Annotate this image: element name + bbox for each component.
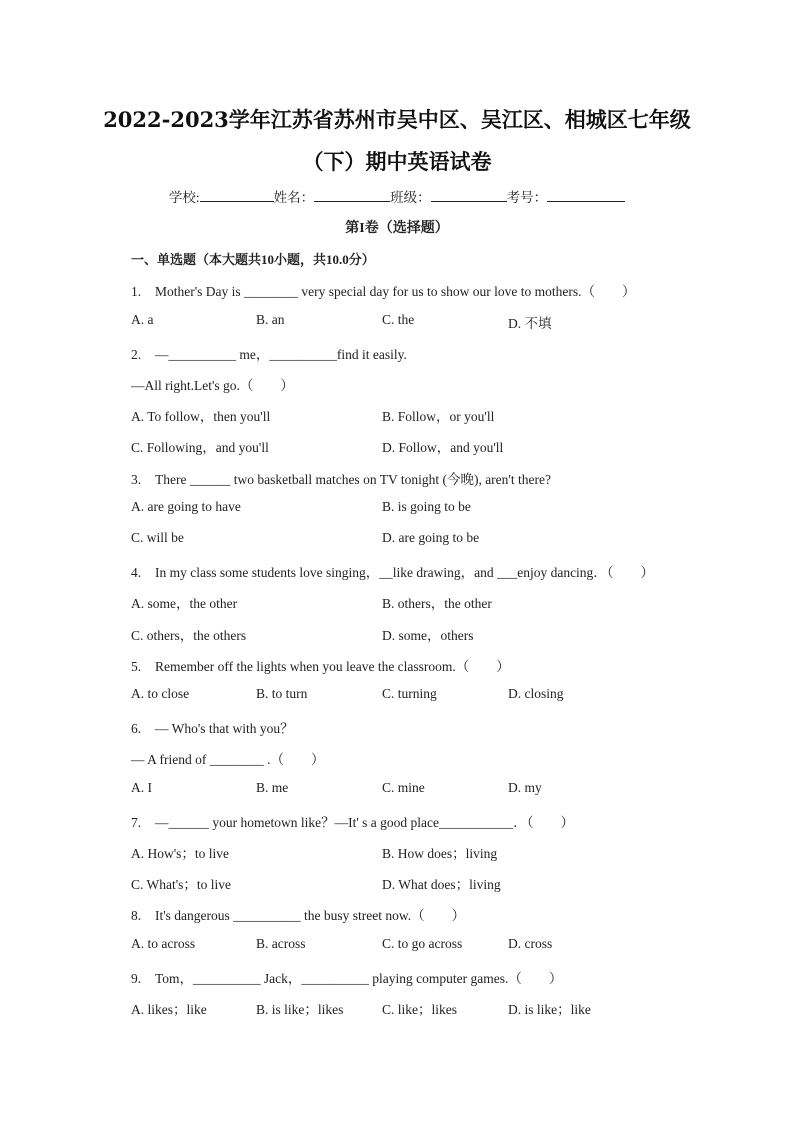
- option-b: B. is like；likes: [256, 1002, 344, 1017]
- question-4: [131, 561, 654, 581]
- question-stem: In my class some students love singing，__like drawing，and ___enjoy dancing．（ ）: [155, 565, 655, 580]
- student-info-row: [0, 186, 794, 206]
- option-c: C. will be: [131, 530, 184, 545]
- part-title: 第I卷（选择题）: [345, 221, 449, 236]
- question-number: 9.: [131, 971, 142, 986]
- number-label: 考号：: [506, 190, 548, 205]
- option-b: B. an: [256, 312, 285, 327]
- number-blank: [547, 188, 625, 202]
- question-stem: Mother's Day is ________ very special day for us to show our love to mothers.（ ）: [155, 284, 636, 299]
- option-a: A. How's；to live: [131, 846, 230, 861]
- exam-title-line1: 2022-2023学年江苏省苏州市吴中区、吴江区、相城区七年级: [103, 107, 691, 132]
- question-5: [131, 655, 510, 675]
- question-1: [131, 280, 636, 300]
- class-blank: [431, 188, 507, 202]
- option-d: D. is like；like: [508, 1002, 591, 1017]
- name-label: 姓名：: [273, 190, 315, 205]
- option-b: B. to turn: [256, 686, 308, 701]
- option-d: D. closing: [508, 686, 564, 701]
- question-stem: Remember off the lights when you leave the classroom.（ ）: [155, 659, 510, 674]
- question-stem: — Who's that with you？: [155, 721, 294, 736]
- question-stem: —__________ me，__________find it easily.: [155, 347, 407, 362]
- option-c: C. Following，and you'll: [131, 440, 269, 455]
- option-d: D. my: [508, 780, 542, 795]
- option-a: A. likes；like: [131, 1002, 207, 1017]
- option-b: B. across: [256, 936, 306, 951]
- option-c: C. the: [382, 312, 415, 327]
- question-number: 3.: [131, 472, 142, 487]
- question-2: [131, 343, 407, 363]
- option-a: A. a: [131, 312, 154, 327]
- option-d: D. cross: [508, 936, 553, 951]
- option-a: A. some，the other: [131, 596, 238, 611]
- question-number: 5.: [131, 659, 142, 674]
- question-stem-continued: —All right.Let's go.（ ）: [131, 378, 294, 393]
- question-stem: It's dangerous __________ the busy street now.（ ）: [155, 908, 466, 923]
- option-c: C. turning: [382, 686, 437, 701]
- exam-title-line2: （下）期中英语试卷: [302, 149, 492, 174]
- option-b: B. others，the other: [382, 596, 492, 611]
- section-title: 一、单选题（本大题共10小题，共10.0分）: [131, 252, 375, 267]
- class-label: 班级：: [390, 190, 431, 205]
- option-d: D. some，others: [382, 628, 474, 643]
- option-b: B. Follow，or you'll: [382, 409, 495, 424]
- question-number: 6.: [131, 721, 142, 736]
- question-stem: Tom，__________ Jack，__________ playing computer games.（ ）: [155, 971, 563, 986]
- question-stem: There ______ two basketball matches on TV tonight (今晚), aren't there?: [155, 472, 551, 487]
- option-b: B. is going to be: [382, 499, 471, 514]
- question-number: 8.: [131, 908, 142, 923]
- option-c: C. others，the others: [131, 628, 247, 643]
- option-d: D. 不填: [508, 316, 552, 331]
- question-number: 7.: [131, 815, 142, 830]
- question-6: [131, 717, 294, 737]
- option-b: B. How does；living: [382, 846, 498, 861]
- option-a: A. I: [131, 780, 152, 795]
- school-label: 学校:: [168, 190, 200, 205]
- option-a: A. to close: [131, 686, 190, 701]
- question-7: [131, 811, 574, 831]
- question-3: [131, 468, 551, 488]
- question-number: 1.: [131, 284, 142, 299]
- name-blank: [314, 188, 390, 202]
- question-8: [131, 904, 465, 924]
- option-c: C. What's；to live: [131, 877, 232, 892]
- option-a: A. are going to have: [131, 499, 241, 514]
- option-a: A. To follow，then you'll: [131, 409, 271, 424]
- question-number: 4.: [131, 565, 142, 580]
- question-9: [131, 967, 562, 987]
- question-number: 2.: [131, 347, 142, 362]
- option-d: D. are going to be: [382, 530, 480, 545]
- option-c: C. like；likes: [382, 1002, 457, 1017]
- option-c: C. to go across: [382, 936, 463, 951]
- option-c: C. mine: [382, 780, 425, 795]
- option-d: D. What does；living: [382, 877, 501, 892]
- question-stem-continued: — A friend of ________ .（ ）: [131, 752, 325, 767]
- option-b: B. me: [256, 780, 289, 795]
- school-blank: [200, 188, 274, 202]
- question-stem: —______ your hometown like？—It' s a good place___________．（ ）: [155, 815, 575, 830]
- option-a: A. to across: [131, 936, 196, 951]
- option-d: D. Follow，and you'll: [382, 440, 504, 455]
